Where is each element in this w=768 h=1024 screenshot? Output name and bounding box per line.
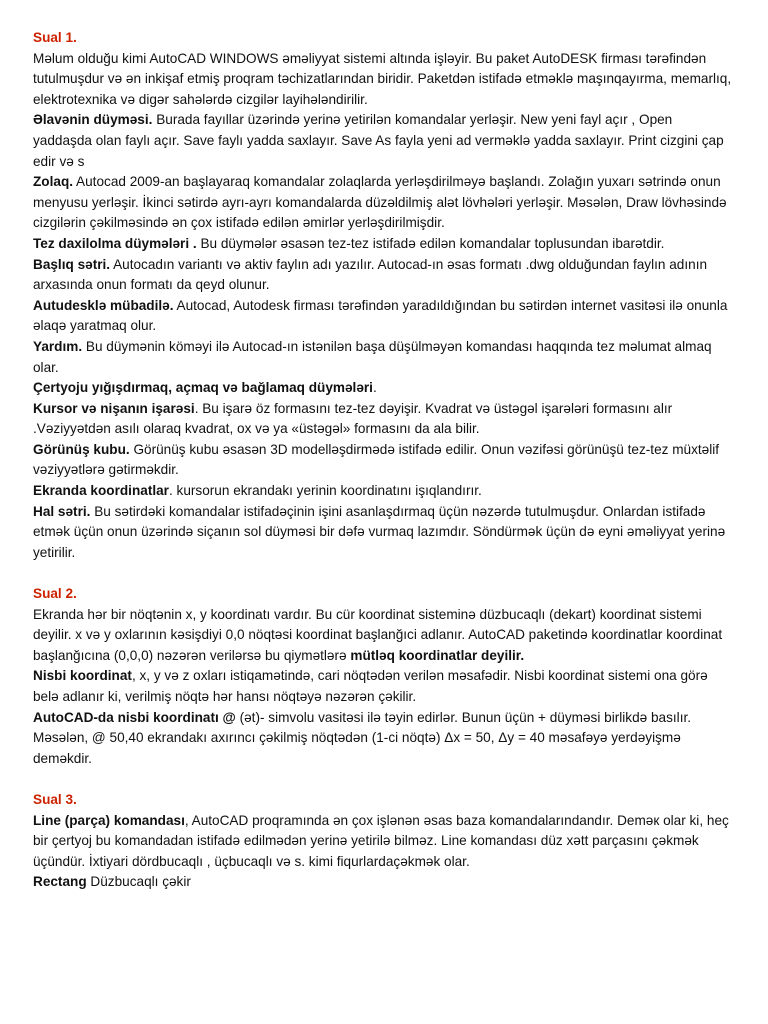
paragraph-lead: Nisbi koordinat (33, 668, 132, 684)
paragraph-lead: Əlavənin düyməsi. (33, 112, 153, 128)
paragraph-lead: Görünüş kubu. (33, 441, 130, 457)
paragraph-text: . Bu işarə öz formasını tez-tez dəyişir. Kvadrat və üstəgəl işarələri formasını alır .Vəziyyətdən asılı olaraq kvadrat, ox və ya «üstəgəl» formasını da ala bilir. (33, 400, 673, 437)
paragraph-lead: Kursor və nişanın işarəsi (33, 400, 195, 416)
paragraph-text: , AutoCAD proqramında ən çox işlənən əsas baza komandalarındandır. Deməк olar ki, heç bir çertyoj bu komandadan istifadə edilmədən yerinə yetirilə bilməz. Line komandası düz xətt parçasını çəkmək üçündür. İxtiyari dördbucaqlı , üçbucaqlı və s. kimi fiqurlardaçəkmək olar. (33, 812, 729, 869)
paragraph-text: . kursorun ekrandakı yerinin koordinatını işıqlandırır. (168, 483, 482, 499)
section-sual-2 (33, 584, 733, 769)
paragraph-lead: Rectang (33, 874, 87, 890)
paragraph (33, 255, 733, 296)
section-heading: Sual 1. (33, 30, 77, 45)
paragraph-text: Düzbucaqlı çəkir (86, 874, 191, 890)
paragraph-text: Bu düymənin köməyi ilə Autocad-ın istənilən başa düşülməyən komandası haqqında tez məlumat almaq olar. (33, 338, 712, 375)
paragraph-text: Autocadın variantı və aktiv faylın adı yazılır. Autocad-ın əsas formatı .dwg olduğundan faylın adının arxasında onun formatı da qeyd olunur. (33, 256, 708, 293)
paragraph (33, 399, 733, 440)
paragraph-text: Autocad, Autodesk firması tərəfindən yaradıldığından bu sətirdən internet vasitəsi ilə onunla əlaqə yaratmaq olur. (33, 297, 728, 334)
section-sual-1 (33, 28, 733, 563)
paragraph (33, 172, 733, 234)
paragraph-text: Bu sətirdəki komandalar istifadəçinin işini asanlaşdırmaq üçün nəzərdə tutulmuşdur. Onlardan istifadə etmək üçün onun üzərində siçanın sol düyməsi bir dəfə vurmaq lazımdır. Söndürmək üçün də eyni əməliyyat yerinə yetirilir. (33, 503, 726, 560)
paragraph (33, 234, 733, 255)
paragraph (33, 708, 733, 770)
paragraph (33, 440, 733, 481)
paragraph (33, 110, 733, 172)
paragraph (33, 666, 733, 707)
paragraph (33, 337, 733, 378)
paragraph-text: Məlum olduğu kimi AutoCAD WINDOWS əməliyyat sistemi altında işləyir. Bu paket AutoDESK firması tərəfindən tutulmuşdur və ən inkişaf etmiş proqram təchizatlarından biridir. Paketdən istifadə etməklə maşınqayırma, memarlıq, elektrotexnika və digər sahələrdə cizgilər layihələndirilir. (33, 50, 732, 107)
document-page (33, 28, 733, 893)
paragraph-lead: Yardım. (33, 338, 83, 354)
paragraph-lead: Tez daxilolma düymələri . (33, 235, 197, 251)
paragraph-lead: Çertyoju yığışdırmaq, açmaq və bağlamaq düymələri (33, 380, 373, 396)
paragraph (33, 605, 733, 667)
paragraph-lead: Hal sətri. (33, 503, 91, 519)
paragraph-lead: Line (parça) komandası (33, 812, 185, 828)
paragraph-lead: AutoCAD-da nisbi koordinatı @ (33, 709, 236, 725)
paragraph-tail-bold: mütləq koordinatlar deyilir. (350, 647, 525, 663)
paragraph-text: (ət)- simvolu vasitəsi ilə təyin edirlər. Bunun üçün + düyməsi birlikdə basılır. Məsələn, @ 50,40 ekrandakı axırıncı çəkilmiş nöqtədən (1-ci nöqtə) Δx = 50, Δy = 40 məsafəyə yerdəyişmə deməkdir. (33, 709, 692, 766)
section-sual-3 (33, 790, 733, 893)
paragraph-text: Bu düymələr əsasən tez-tez istifadə edilən komandalar toplusundan ibarətdir. (196, 235, 665, 251)
paragraph-text: Görünüş kubu əsasən 3D modelləşdirmədə istifadə edilir. Onun vəzifəsi görünüşü tez-tez müxtəlif vəziyyətlərə gətirməkdir. (33, 441, 720, 478)
paragraph (33, 811, 733, 873)
paragraph-text: Burada fayıllar üzərində yerinə yetirilən komandalar yerləşir. New yeni fayl açır , Open yaddaşda olan faylı açır. Save faylı yadda saxlayır. Save As fayla yeni ad verməklə yadda saxlayır. Print cizgini çap edir və s (33, 112, 724, 169)
paragraph (33, 49, 733, 111)
paragraph-lead: Ekranda koordinatlar (33, 483, 169, 499)
section-heading: Sual 2. (33, 586, 77, 602)
paragraph (33, 378, 733, 399)
paragraph (33, 872, 733, 893)
paragraph-text: Ekranda hər bir nöqtənin x, y koordinatı vardır. Bu cür koordinat sisteminə düzbucaqlı (dekart) koordinat sistemi deyilir. x və y oxlarının kəsişdiyi 0,0 nöqtəsi koordinat başlanğıci adlanır. AutoCAD paketində koordinatlar koordinat başlanğıcına (0,0,0) nəzərən verilərsə bu qiymətlərə (33, 606, 723, 663)
section-spacer (33, 769, 733, 790)
paragraph-text: Autocad 2009-an başlayaraq komandalar zolaqlarda yerləşdirilməyə başlandı. Zolağın yuxarı sətrində onun menyusu yerləşir. İkinci sətirdə ayrı-ayrı komandalarda düzəldilmiş alət lövhələri yerləşir. Məsələn, Draw lövhəsində cizgilərin çəkilməsində ən çox istifadə edilən əmirlər yerləşdirilmişdir. (33, 174, 727, 231)
paragraph-text: . (372, 380, 377, 396)
paragraph (33, 481, 733, 502)
paragraph-lead: Zolaq. (33, 174, 74, 190)
paragraph-lead: Autudesklə mübadilə. (33, 297, 174, 313)
paragraph (33, 502, 733, 564)
paragraph-lead: Başlıq sətri. (33, 256, 111, 272)
section-heading: Sual 3. (33, 791, 77, 807)
paragraph (33, 296, 733, 337)
paragraph-text: , x, y və z oxları istiqamətində, cari nöqtədən verilən məsafədir. Nisbi koordinat sistemi ona görə belə adlanır ki, verilmiş nöqtə hər hansı nöqtəyə nəzərən çəkilir. (33, 668, 708, 704)
section-spacer (33, 563, 733, 584)
